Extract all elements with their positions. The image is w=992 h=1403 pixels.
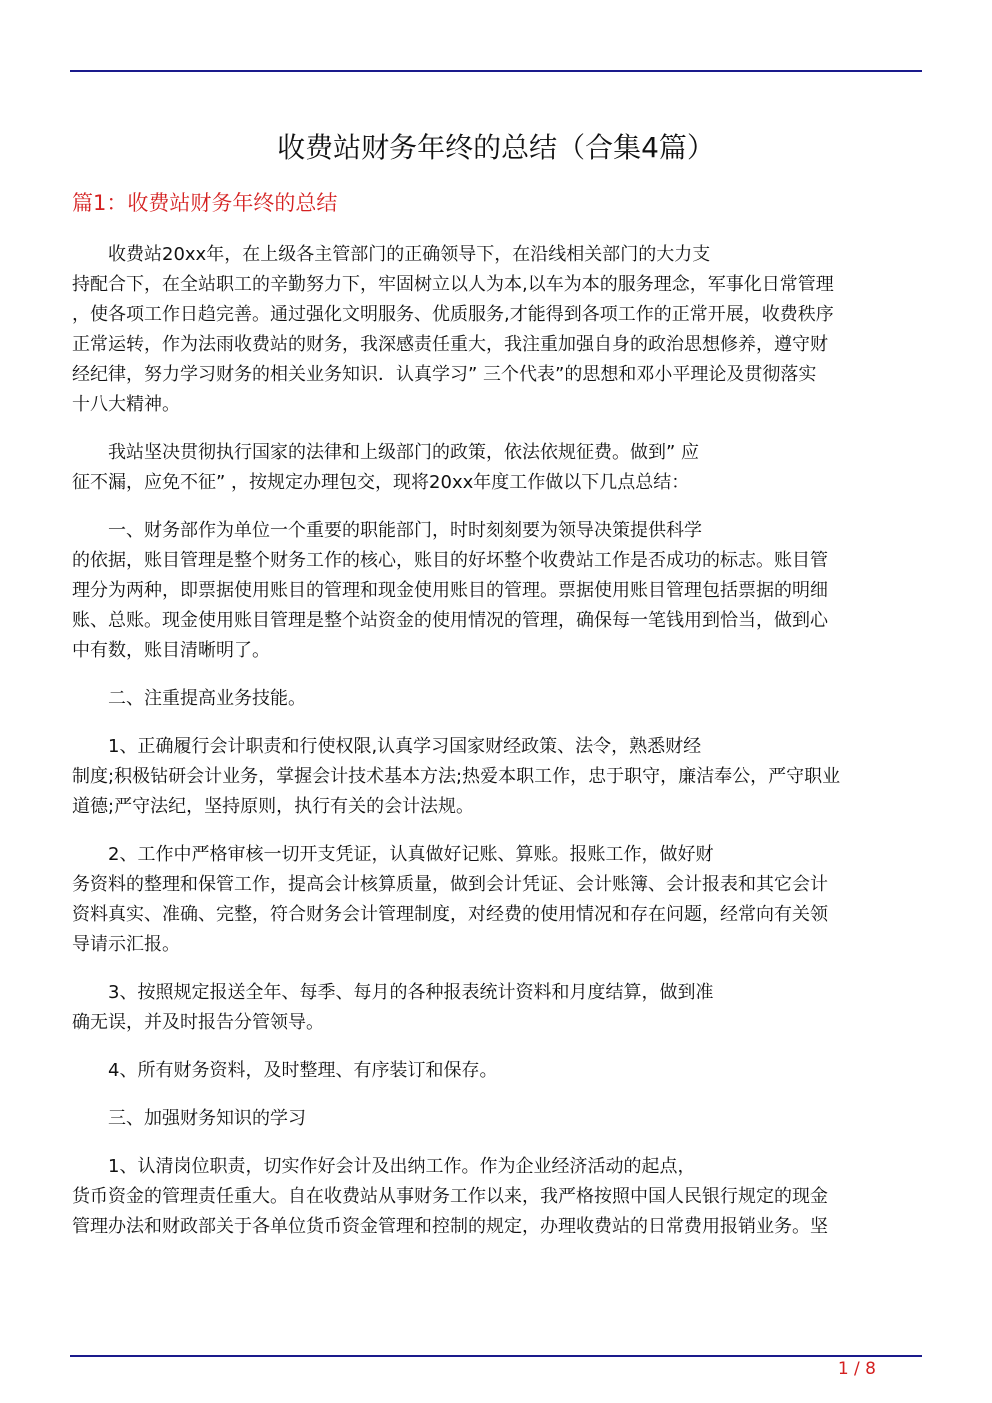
paragraph	[72, 840, 924, 960]
text-line: 2、工作中严格审核一切开支凭证，认真做好记账、算账。报账工作，做好财	[108, 844, 714, 865]
text-line: 资料真实、准确、完整，符合财务会计管理制度，对经费的使用情况和存在问题，经常向有关领	[72, 904, 828, 925]
text-line: 我站坚决贯彻执行国家的法律和上级部门的政策，依法依规征费。做到” 应	[108, 442, 700, 463]
paragraph	[72, 978, 924, 1038]
text-line: 管理办法和财政部关于各单位货币资金管理和控制的规定，办理收费站的日常费用报销业务。坚	[72, 1216, 828, 1237]
header-rule	[70, 70, 922, 72]
paragraph	[72, 516, 924, 666]
text-line: 二、注重提高业务技能。	[108, 688, 306, 709]
paragraph	[72, 1104, 924, 1134]
text-line: ，使各项工作日趋完善。通过强化文明服务、优质服务,才能得到各项工作的正常开展，收费秩序	[72, 304, 834, 325]
text-line: 的依据，账目管理是整个财务工作的核心，账目的好坏整个收费站工作是否成功的标志。账目管	[72, 550, 828, 571]
section-heading: 篇1：收费站财务年终的总结	[72, 191, 338, 215]
text-line: 务资料的整理和保管工作，提高会计核算质量，做到会计凭证、会计账簿、会计报表和其它会计	[72, 874, 828, 895]
text-line: 制度;积极钻研会计业务，掌握会计技术基本方法;热爱本职工作，忠于职守，廉洁奉公，严守职业	[72, 766, 841, 787]
paragraph	[72, 732, 924, 822]
text-line: 1、认清岗位职责，切实作好会计及出纳工作。作为企业经济活动的起点，	[108, 1156, 696, 1177]
text-line: 经纪律，努力学习财务的相关业务知识．认真学习” 三个代表”的思想和邓小平理论及贯彻落实	[72, 364, 817, 385]
text-line: 中有数，账目清晰明了。	[72, 640, 270, 661]
paragraph	[72, 240, 924, 420]
paragraph	[72, 684, 924, 714]
text-line: 理分为两种，即票据使用账目的管理和现金使用账目的管理。票据使用账目管理包括票据的明细	[72, 580, 828, 601]
footer-rule	[70, 1355, 922, 1357]
text-line: 1、正确履行会计职责和行使权限,认真学习国家财经政策、法令，熟悉财经	[108, 736, 702, 757]
text-line: 十八大精神。	[72, 394, 180, 415]
text-line: 确无误，并及时报告分管领导。	[72, 1012, 324, 1033]
page-number: 1 / 8	[837, 1359, 876, 1379]
text-line: 持配合下，在全站职工的辛勤努力下，牢固树立以人为本,以车为本的服务理念，军事化日常管理	[72, 274, 834, 295]
document-title: 收费站财务年终的总结（合集4篇）	[277, 131, 715, 164]
text-line: 导请示汇报。	[72, 934, 180, 955]
text-line: 三、加强财务知识的学习	[108, 1108, 306, 1129]
text-line: 收费站20xx年，在上级各主管部门的正确领导下，在沿线相关部门的大力支	[108, 244, 711, 265]
paragraph	[72, 438, 924, 498]
text-line: 货币资金的管理责任重大。自在收费站从事财务工作以来，我严格按照中国人民银行规定的现金	[72, 1186, 828, 1207]
paragraph	[72, 1152, 924, 1242]
text-line: 3、按照规定报送全年、每季、每月的各种报表统计资料和月度结算，做到准	[108, 982, 714, 1003]
document-body	[72, 240, 924, 1260]
paragraph	[72, 1056, 924, 1086]
text-line: 一、财务部作为单位一个重要的职能部门，时时刻刻要为领导决策提供科学	[108, 520, 702, 541]
text-line: 正常运转，作为法雨收费站的财务，我深感责任重大，我注重加强自身的政治思想修养，遵守财	[72, 334, 828, 355]
text-line: 账、总账。现金使用账目管理是整个站资金的使用情况的管理，确保每一笔钱用到恰当，做到心	[72, 610, 828, 631]
text-line: 征不漏，应免不征” ，按规定办理包交，现将20xx年度工作做以下几点总结：	[72, 472, 690, 493]
text-line: 4、所有财务资料，及时整理、有序装订和保存。	[108, 1060, 498, 1081]
text-line: 道德;严守法纪，坚持原则，执行有关的会计法规。	[72, 796, 475, 817]
